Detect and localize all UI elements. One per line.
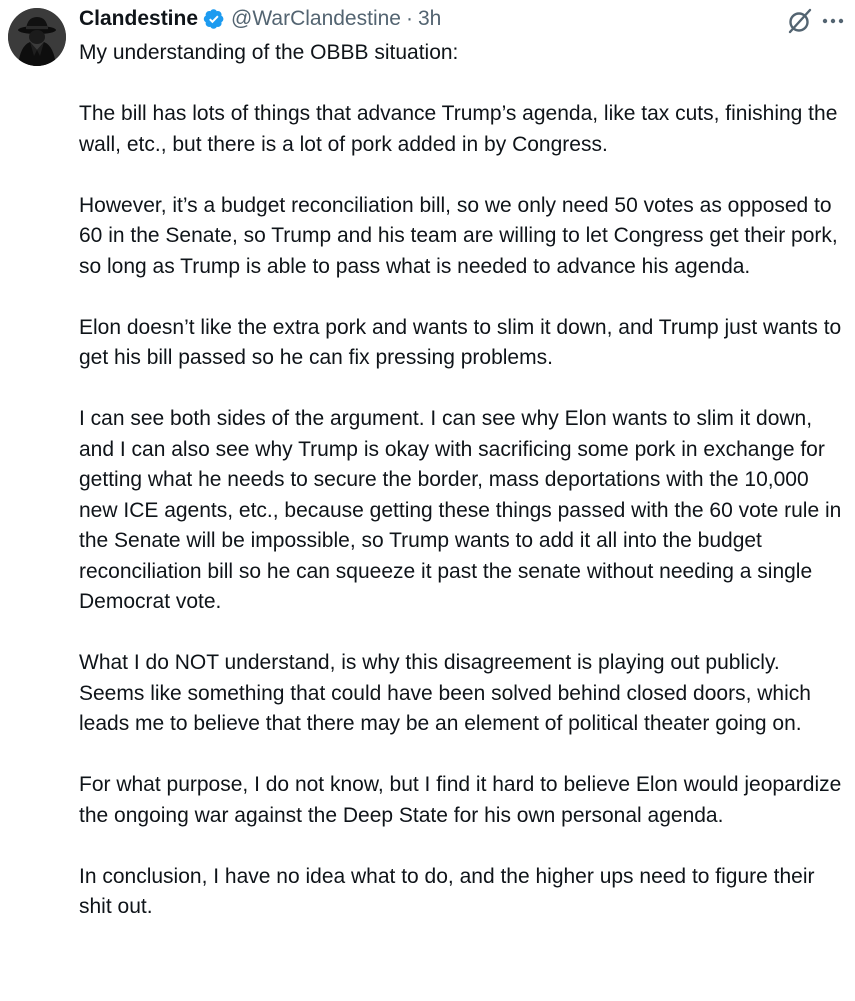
user-handle[interactable]: @WarClandestine xyxy=(231,7,401,30)
tweet-paragraph: For what purpose, I do not know, but I find it hard to believe Elon would jeopardize the ongoing war against the Deep State for his own personal agenda. xyxy=(79,773,842,827)
tweet-paragraph: Elon doesn’t like the extra pork and wants to slim it down, and Trump just wants to get his bill passed so he can fix pressing problems. xyxy=(79,315,842,369)
tweet-text xyxy=(79,38,849,923)
tweet-paragraph: In conclusion, I have no idea what to do, and the higher ups need to figure their shit out. xyxy=(79,864,815,918)
tweet-paragraph: The bill has lots of things that advance Trump’s agenda, like tax cuts, finishing the wall, etc., but there is a lot of pork added in by Congress. xyxy=(79,102,838,156)
separator-dot: · xyxy=(405,7,413,30)
more-options-icon[interactable] xyxy=(818,7,848,35)
verified-badge-icon xyxy=(203,8,225,30)
tweet-paragraph: However, it’s a budget reconciliation bill, so we only need 50 votes as opposed to 60 in the Senate, so Trump and his team are willing to let Congress get their pork, so long as Trump is able to pass what is needed to advance his agenda. xyxy=(79,193,838,278)
avatar-spy-silhouette-icon xyxy=(8,8,66,66)
tweet-paragraph: I can see both sides of the argument. I can see why Elon wants to slim it down, and I can also see why Trump is okay with sacrificing some pork in exchange for getting what he needs to secure the border, mass deportations with the 10,000 new ICE agents, etc., because getting these things passed with the 60 vote rule in the Senate will be impossible, so Trump wants to add it all into the budget reconciliation bill so he can squeeze it past the senate without needing a single Democrat vote. xyxy=(79,407,842,613)
grok-icon[interactable] xyxy=(786,7,814,35)
display-name[interactable]: Clandestine xyxy=(79,7,199,30)
tweet-paragraph: My understanding of the OBBB situation: xyxy=(79,41,459,64)
tweet-paragraph: What I do NOT understand, is why this disagreement is playing out publicly. Seems like something that could have been solved behind closed doors, which leads me to believe that there may be an element of political theater going on. xyxy=(79,651,811,735)
timestamp[interactable]: 3h xyxy=(417,7,442,30)
tweet-header xyxy=(79,4,441,34)
avatar[interactable] xyxy=(8,8,66,66)
